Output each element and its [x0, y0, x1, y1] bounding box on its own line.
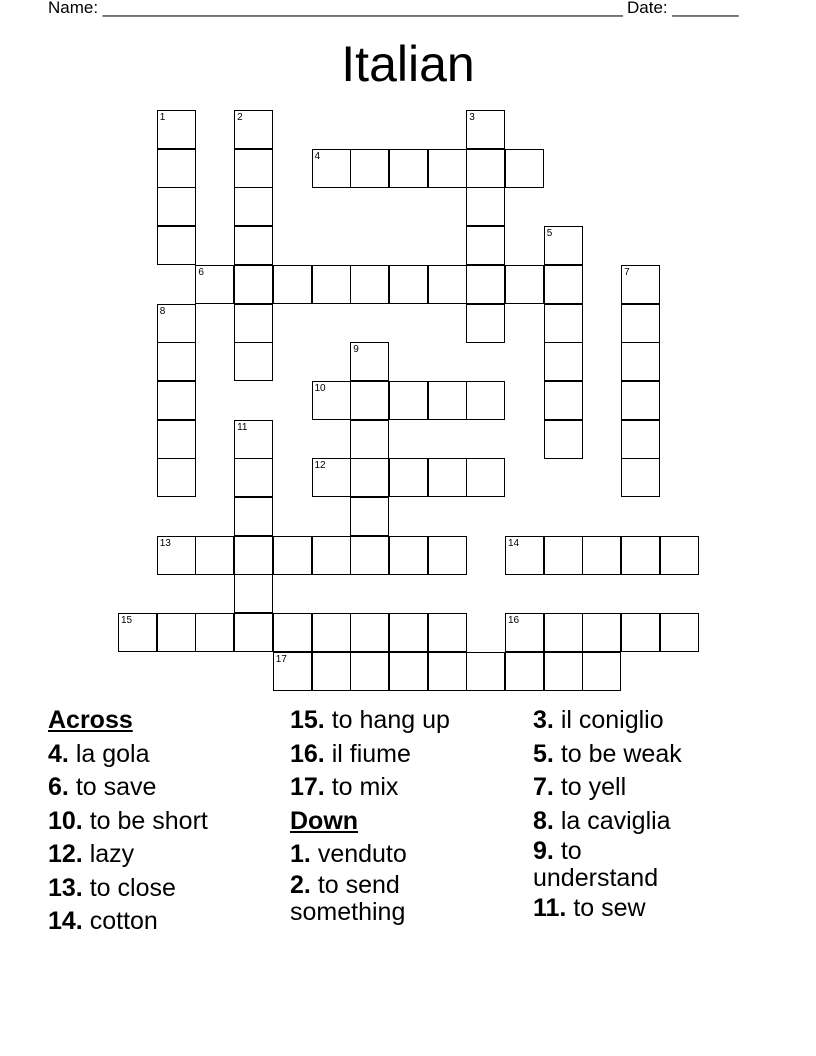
grid-cell[interactable] [428, 613, 467, 652]
grid-cell[interactable] [428, 652, 467, 691]
grid-cell[interactable] [621, 265, 660, 304]
grid-cell[interactable] [157, 420, 196, 459]
grid-cell[interactable] [582, 652, 621, 691]
cell-number: 11 [237, 421, 248, 433]
grid-cell[interactable] [582, 536, 621, 575]
grid-cell[interactable] [621, 342, 660, 381]
grid-cell[interactable] [157, 304, 196, 343]
clue-across-15: 15. to hang up [290, 706, 450, 734]
grid-cell[interactable] [544, 652, 583, 691]
clue-column-3 [533, 704, 682, 926]
grid-cell[interactable] [544, 613, 583, 652]
grid-cell[interactable] [428, 458, 467, 497]
grid-cell[interactable] [466, 265, 505, 304]
grid-cell[interactable] [312, 149, 351, 188]
cell-number: 2 [237, 112, 243, 123]
cell-number: 6 [198, 266, 204, 278]
grid-cell[interactable] [195, 265, 234, 304]
clue-across-13: 13. to close [48, 873, 176, 902]
grid-cell[interactable] [234, 226, 273, 265]
grid-cell[interactable] [505, 536, 544, 575]
grid-cell[interactable] [544, 381, 583, 420]
across-heading: Across [48, 706, 133, 734]
grid-cell[interactable] [544, 420, 583, 459]
grid-cell[interactable] [350, 342, 389, 381]
clue-column-2 [290, 704, 450, 926]
grid-cell[interactable] [312, 613, 351, 652]
clue-across-4: 4. la gola [48, 739, 150, 768]
grid-cell[interactable] [234, 613, 273, 652]
grid-cell[interactable] [234, 574, 273, 613]
grid-cell[interactable] [312, 381, 351, 420]
clue-across-10: 10. to be short [48, 806, 208, 835]
cell-number: 12 [314, 460, 326, 472]
grid-cell[interactable] [466, 187, 505, 226]
clue-across-17: 17. to mix [290, 773, 399, 801]
grid-cell[interactable] [428, 536, 467, 575]
grid-cell[interactable] [466, 226, 505, 265]
grid-cell[interactable] [234, 187, 273, 226]
grid-cell[interactable] [273, 265, 312, 304]
grid-cell[interactable] [312, 458, 351, 497]
grid-cell[interactable] [621, 304, 660, 343]
grid-cell[interactable] [234, 536, 273, 575]
grid-cell[interactable] [350, 613, 389, 652]
grid-cell[interactable] [118, 613, 157, 652]
grid-cell[interactable] [544, 304, 583, 343]
clue-across-6: 6. to save [48, 773, 157, 801]
cell-number: 4 [314, 150, 321, 162]
grid-cell[interactable] [389, 536, 428, 575]
grid-cell[interactable] [157, 187, 196, 226]
cell-number: 1 [159, 112, 166, 123]
grid-cell[interactable] [234, 458, 273, 497]
grid-cell[interactable] [582, 613, 621, 652]
grid-cell[interactable] [157, 458, 196, 497]
cell-number: 15 [121, 615, 133, 627]
cell-number: 10 [314, 382, 326, 394]
grid-cell[interactable] [505, 265, 544, 304]
grid-cell[interactable] [157, 342, 196, 381]
clue-down-1: 1. venduto [290, 840, 407, 868]
grid-cell[interactable] [350, 652, 389, 691]
grid-cell[interactable] [350, 381, 389, 420]
grid-cell[interactable] [389, 149, 428, 188]
grid-cell[interactable] [466, 304, 505, 343]
clue-down-9: 9. to understand [533, 837, 659, 892]
cell-number: 14 [508, 537, 520, 549]
grid-cell[interactable] [312, 536, 351, 575]
grid-cell[interactable] [544, 342, 583, 381]
grid-cell[interactable] [350, 265, 389, 304]
grid-cell[interactable] [621, 381, 660, 420]
grid-cell[interactable] [505, 652, 544, 691]
grid-cell[interactable] [234, 497, 273, 536]
grid-cell[interactable] [350, 149, 389, 188]
grid-cell[interactable] [389, 458, 428, 497]
cell-number: 7 [624, 266, 630, 278]
cell-number: 8 [159, 305, 166, 317]
grid-cell[interactable] [621, 420, 660, 459]
clue-down-2: 2. to send something [290, 870, 406, 926]
grid-cell[interactable] [195, 536, 234, 575]
clue-down-5: 5. to be weak [533, 739, 682, 768]
clue-across-14: 14. cotton [48, 907, 158, 935]
grid-cell[interactable] [157, 536, 196, 575]
grid-cell[interactable] [157, 226, 196, 265]
grid-cell[interactable] [505, 613, 544, 652]
grid-cell[interactable] [234, 420, 273, 459]
grid-cell[interactable] [466, 458, 505, 497]
clue-across-16: 16. il fiume [290, 739, 411, 768]
cell-number: 9 [353, 344, 359, 356]
cell-number: 16 [508, 615, 520, 627]
grid-cell[interactable] [350, 458, 389, 497]
grid-cell[interactable] [466, 652, 505, 691]
grid-cell[interactable] [312, 652, 351, 691]
grid-cell[interactable] [195, 613, 234, 652]
grid-cell[interactable] [273, 536, 312, 575]
grid-cell[interactable] [389, 613, 428, 652]
grid-cell[interactable] [389, 265, 428, 304]
grid-cell[interactable] [428, 381, 467, 420]
grid-cell[interactable] [350, 420, 389, 459]
grid-cell[interactable] [544, 536, 583, 575]
grid-cell[interactable] [428, 265, 467, 304]
grid-cell[interactable] [157, 613, 196, 652]
grid-cell[interactable] [466, 110, 505, 149]
grid-cell[interactable] [234, 265, 273, 304]
clue-down-11: 11. to sew [533, 894, 646, 922]
grid-cell[interactable] [389, 381, 428, 420]
grid-cell[interactable] [234, 149, 273, 188]
grid-cell[interactable] [157, 149, 196, 188]
grid-cell[interactable] [273, 613, 312, 652]
grid-cell[interactable] [234, 110, 273, 149]
date-field-label: Date: _______ [627, 0, 739, 17]
name-field-label: Name: _______________________________________________________ [48, 0, 623, 17]
grid-cell[interactable] [273, 652, 312, 691]
grid-cell[interactable] [505, 149, 544, 188]
clue-across-12: 12. lazy [48, 840, 135, 868]
grid-cell[interactable] [660, 536, 699, 575]
clue-down-8: 8. la caviglia [533, 806, 671, 835]
clue-down-7: 7. to yell [533, 773, 627, 801]
grid-cell[interactable] [234, 304, 273, 343]
puzzle-title: Italian [341, 36, 475, 92]
grid-cell[interactable] [234, 342, 273, 381]
clue-column-1 [48, 704, 208, 939]
grid-cell[interactable] [660, 613, 699, 652]
grid-cell[interactable] [466, 381, 505, 420]
grid-cell[interactable] [544, 226, 583, 265]
cell-number: 13 [159, 537, 171, 549]
grid-cell[interactable] [428, 149, 467, 188]
grid-cell[interactable] [350, 536, 389, 575]
grid-cell[interactable] [157, 381, 196, 420]
clue-down-3: 3. il coniglio [533, 706, 664, 734]
grid-cell[interactable] [621, 536, 660, 575]
down-heading: Down [290, 806, 359, 835]
grid-cell[interactable] [466, 149, 505, 188]
grid-cell[interactable] [157, 110, 196, 149]
grid-cell[interactable] [621, 458, 660, 497]
cell-number: 17 [275, 653, 287, 665]
grid-cell[interactable] [544, 265, 583, 304]
grid-cell[interactable] [350, 497, 389, 536]
grid-cell[interactable] [389, 652, 428, 691]
grid-cell[interactable] [621, 613, 660, 652]
cell-number: 5 [546, 228, 553, 240]
grid-cell[interactable] [312, 265, 351, 304]
cell-number: 3 [469, 112, 475, 123]
